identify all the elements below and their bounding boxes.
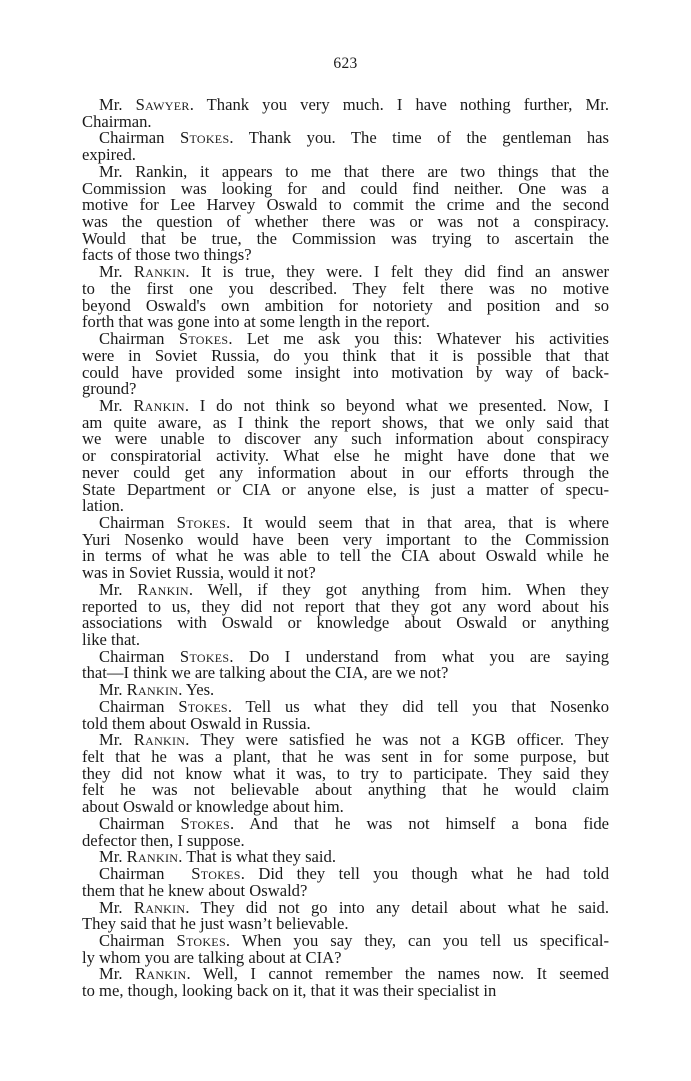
line-text: reported to us, they did not report that they got any word about his — [82, 596, 609, 616]
speaker-name: Stokes — [191, 864, 241, 884]
text-line — [82, 615, 609, 632]
line-text: to me, though, looking back on it, that it was their specialist in — [82, 981, 497, 1001]
speaker-title: Mr. — [99, 897, 134, 917]
line-text: . Thank you very much. I have nothing further, Mr. — [189, 95, 609, 114]
line-text: never could get any information about in our efforts through the — [82, 462, 609, 482]
transcript-body — [82, 97, 609, 1000]
speaker-name: Rankin — [126, 847, 179, 867]
line-text: lation. — [82, 496, 124, 516]
speaker-name: Stokes — [176, 930, 226, 950]
text-line — [82, 479, 609, 499]
line-text: they did not know what it was, to try to participate. They said they — [82, 763, 609, 783]
speaker-name: Stokes — [176, 512, 227, 532]
text-line — [82, 97, 609, 114]
line-text: . I do not think so beyond what we presented. Now, I — [184, 395, 609, 415]
line-text: associations with Oswald or knowledge about Oswald or anything — [82, 613, 609, 633]
speaker-name: Stokes — [179, 128, 230, 148]
line-text: facts of those two things? — [82, 245, 252, 265]
line-text: Would that be true, the Commission was trying to ascertain the — [82, 228, 609, 248]
transcript-paragraph — [82, 97, 609, 130]
transcript-paragraph — [82, 732, 609, 816]
speaker-name: Rankin — [133, 395, 185, 415]
line-text: Commission was looking for and could find neither. One was a — [82, 178, 609, 198]
line-text: ly whom you are talking about at CIA? — [82, 947, 342, 967]
transcript-paragraph — [82, 813, 609, 850]
transcript-paragraph — [82, 966, 609, 999]
line-text: am quite aware, as I think the report shows, that we only said that — [82, 412, 609, 432]
speaker-name: Rankin — [137, 579, 189, 599]
line-text: They said that he just wasn’t believable. — [82, 914, 349, 934]
speaker-name: Rankin — [126, 680, 179, 700]
transcript-paragraph — [82, 866, 609, 899]
page-number: 623 — [333, 55, 358, 72]
line-text: Mr. Rankin, it appears to me that there are two things that the — [99, 161, 609, 181]
line-text: Chairman. — [82, 111, 152, 131]
line-text: or conspiratorial activity. What else he might have done that we — [82, 446, 609, 466]
transcript-paragraph — [82, 130, 609, 163]
line-text: in terms of what he was able to tell the CIA about Oswald while he — [82, 546, 609, 566]
text-line — [82, 362, 609, 382]
speaker-name: Rankin — [133, 897, 186, 917]
speaker-title: Mr. — [99, 964, 135, 984]
speaker-name: Sawyer — [135, 95, 190, 114]
line-text: . It would seem that in that area, that is where — [226, 512, 609, 532]
transcript-paragraph — [82, 395, 609, 516]
line-text: beyond Oswald's own ambition for notoriety and position and so — [82, 295, 609, 315]
speaker-title: Chairman — [99, 813, 181, 833]
line-text: we were unable to discover any such information about conspiracy — [82, 429, 609, 449]
speaker-name: Stokes — [180, 813, 230, 833]
text-line — [82, 983, 609, 1000]
line-text: defector then, I suppose. — [82, 830, 245, 850]
speaker-title: Chairman — [99, 864, 192, 884]
speaker-title: Mr. — [99, 730, 134, 750]
transcript-paragraph — [82, 579, 609, 649]
line-text: could have provided some insight into motivation by way of back- — [82, 362, 609, 382]
speaker-title: Mr. — [99, 847, 127, 867]
line-text: . It is true, they were. I felt they did find an answer — [185, 262, 609, 282]
line-text: . When you say they, can you tell us specifical- — [225, 930, 609, 950]
line-text: felt he was not believable about anything that he would claim — [82, 780, 609, 800]
line-text: was in Soviet Russia, would it not? — [82, 563, 316, 583]
transcript-paragraph — [82, 696, 609, 733]
line-text: . They were satisfied he was not a KGB officer. They — [185, 730, 610, 750]
speaker-title: Mr. — [99, 395, 134, 415]
line-text: . Well, if they got anything from him. When they — [188, 579, 609, 599]
line-text: felt that he was a plant, that he was sent in for some purpose, but — [82, 747, 609, 767]
transcript-paragraph — [82, 161, 609, 265]
line-text: Yuri Nosenko would have been very important to the Commission — [82, 529, 609, 549]
speaker-name: Rankin — [135, 964, 187, 984]
line-text: to the first one you described. They felt there was no motive — [82, 278, 609, 298]
speaker-title: Chairman — [99, 128, 180, 148]
transcript-paragraph — [82, 512, 609, 583]
speaker-name: Rankin — [133, 262, 186, 282]
line-text: . Do I understand from what you are saying — [229, 646, 609, 666]
line-text: about Oswald or knowledge about him. — [82, 797, 344, 817]
speaker-title: Mr. — [99, 579, 138, 599]
line-text: ground? — [82, 379, 137, 399]
line-text: like that. — [82, 630, 141, 649]
line-text: . Tell us what they did tell you that Nosenko — [227, 696, 609, 716]
speaker-title: Chairman — [99, 646, 180, 666]
transcript-paragraph — [82, 930, 609, 967]
speaker-title: Mr. — [99, 95, 136, 114]
line-text: was the question of whether there was or was not a conspiracy. — [82, 212, 609, 232]
line-text: . And that he was not himself a bona fide — [229, 813, 609, 833]
text-line — [82, 130, 609, 147]
transcript-paragraph — [82, 646, 609, 683]
line-text: told them about Oswald in Russia. — [82, 713, 311, 733]
line-text: forth that was gone into at some length in the report. — [82, 312, 430, 332]
line-text: . Well, I cannot remember the names now. It seemed — [186, 964, 609, 984]
line-text: . Yes. — [178, 680, 215, 700]
speaker-title: Mr. — [99, 262, 134, 282]
line-text: . That is what they said. — [178, 847, 336, 867]
line-text: . Did they tell you though what he had told — [240, 864, 609, 884]
speaker-name: Stokes — [178, 696, 228, 716]
speaker-name: Stokes — [179, 646, 230, 666]
line-text: . They did not go into any detail about what he said. — [185, 897, 609, 917]
line-text: motive for Lee Harvey Oswald to commit the crime and the second — [82, 195, 609, 215]
line-text: . Let me ask you this: Whatever his activities — [228, 329, 609, 349]
speaker-name: Rankin — [133, 730, 186, 750]
speaker-title: Chairman — [99, 696, 179, 716]
line-text: State Department or CIA or anyone else, is just a matter of specu- — [82, 479, 609, 499]
speaker-title: Chairman — [99, 329, 179, 349]
speaker-title: Chairman — [99, 512, 177, 532]
transcript-paragraph — [82, 897, 609, 934]
speaker-title: Mr. — [99, 680, 127, 700]
line-text: that—I think we are talking about the CIA, are we not? — [82, 663, 449, 683]
transcript-paragraph — [82, 331, 609, 398]
line-text: were in Soviet Russia, do you think that it is possible that that — [82, 345, 609, 365]
line-text: expired. — [82, 145, 136, 165]
transcript-paragraph — [82, 264, 609, 331]
line-text: . Thank you. The time of the gentleman has — [229, 128, 609, 148]
speaker-name: Stokes — [178, 329, 229, 349]
line-text: them that he knew about Oswald? — [82, 880, 308, 900]
speaker-title: Chairman — [99, 930, 177, 950]
